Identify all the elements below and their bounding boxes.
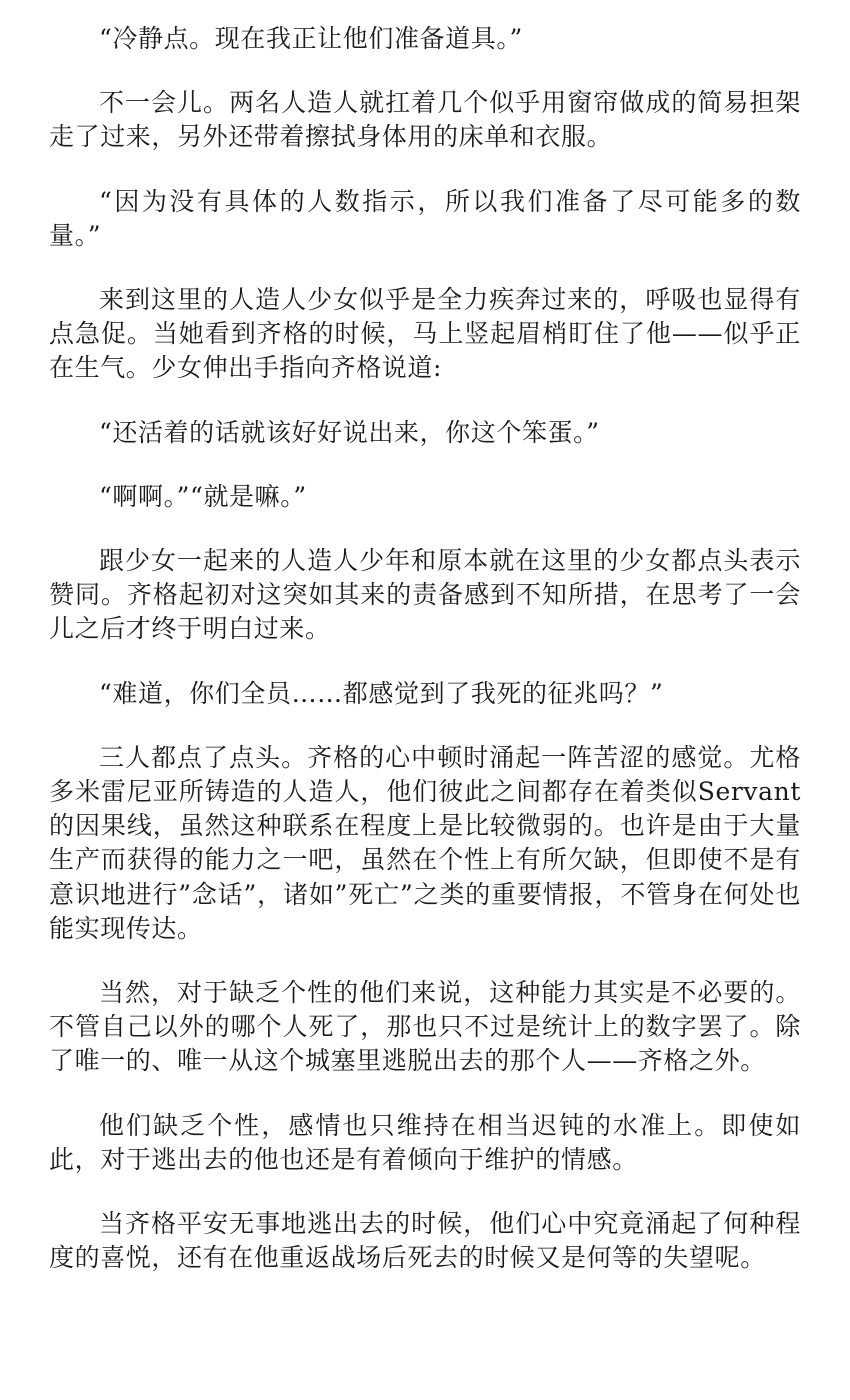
- paragraph: “还活着的话就该好好说出来，你这个笨蛋。”: [99, 417, 600, 447]
- paragraph: “因为没有具体的人数指示，所以我们准备了尽可能多的数量。”: [49, 186, 801, 250]
- paragraph: 当然，对于缺乏个性的他们来说，这种能力其实是不必要的。不管自己以外的哪个人死了，那也只不过是统计上的数字罢了。除了唯一的、唯一从这个城塞里逃脱出去的那个人——齐格之外。: [49, 978, 801, 1076]
- paragraph: 不一会儿。两名人造人就扛着几个似乎用窗帘做成的简易担架走了过来，另外还带着擦拭身体用的床单和衣服。: [49, 88, 801, 152]
- paragraph: 当齐格平安无事地逃出去的时候，他们心中究竟涌起了何种程度的喜悦，还有在他重返战场后死去的时候又是何等的失望呢。: [49, 1209, 801, 1273]
- document-page: [49, 22, 801, 1305]
- paragraph: 他们缺乏个性，感情也只维持在相当迟钝的水准上。即使如此，对于逃出去的他也还是有着倾向于维护的情感。: [49, 1110, 801, 1174]
- paragraph: 跟少女一起来的人造人少年和原本就在这里的少女都点头表示赞同。齐格起初对这突如其来的责备感到不知所措，在思考了一会儿之后才终于明白过来。: [49, 546, 801, 644]
- paragraph: 三人都点了点头。齐格的心中顿时涌起一阵苦涩的感觉。尤格多米雷尼亚所铸造的人造人，他们彼此之间都存在着类似Servant的因果线，虽然这种联系在程度上是比较微弱的。也许是由于大量生产而获得的能力之一吧，虽然在个性上有所欠缺，但即使不是有意识地进行”念话”，诸如”死亡”之类的重要情报，不管身在何处也能实现传达。: [49, 742, 801, 943]
- paragraph: “难道，你们全员……都感觉到了我死的征兆吗？”: [99, 678, 664, 708]
- paragraph: 来到这里的人造人少女似乎是全力疾奔过来的，呼吸也显得有点急促。当她看到齐格的时候，马上竖起眉梢盯住了他——似乎正在生气。少女伸出手指向齐格说道:: [49, 285, 801, 383]
- paragraph: “啊啊。”“就是嘛。”: [99, 481, 307, 511]
- paragraph: “冷静点。现在我正让他们准备道具。”: [99, 24, 523, 53]
